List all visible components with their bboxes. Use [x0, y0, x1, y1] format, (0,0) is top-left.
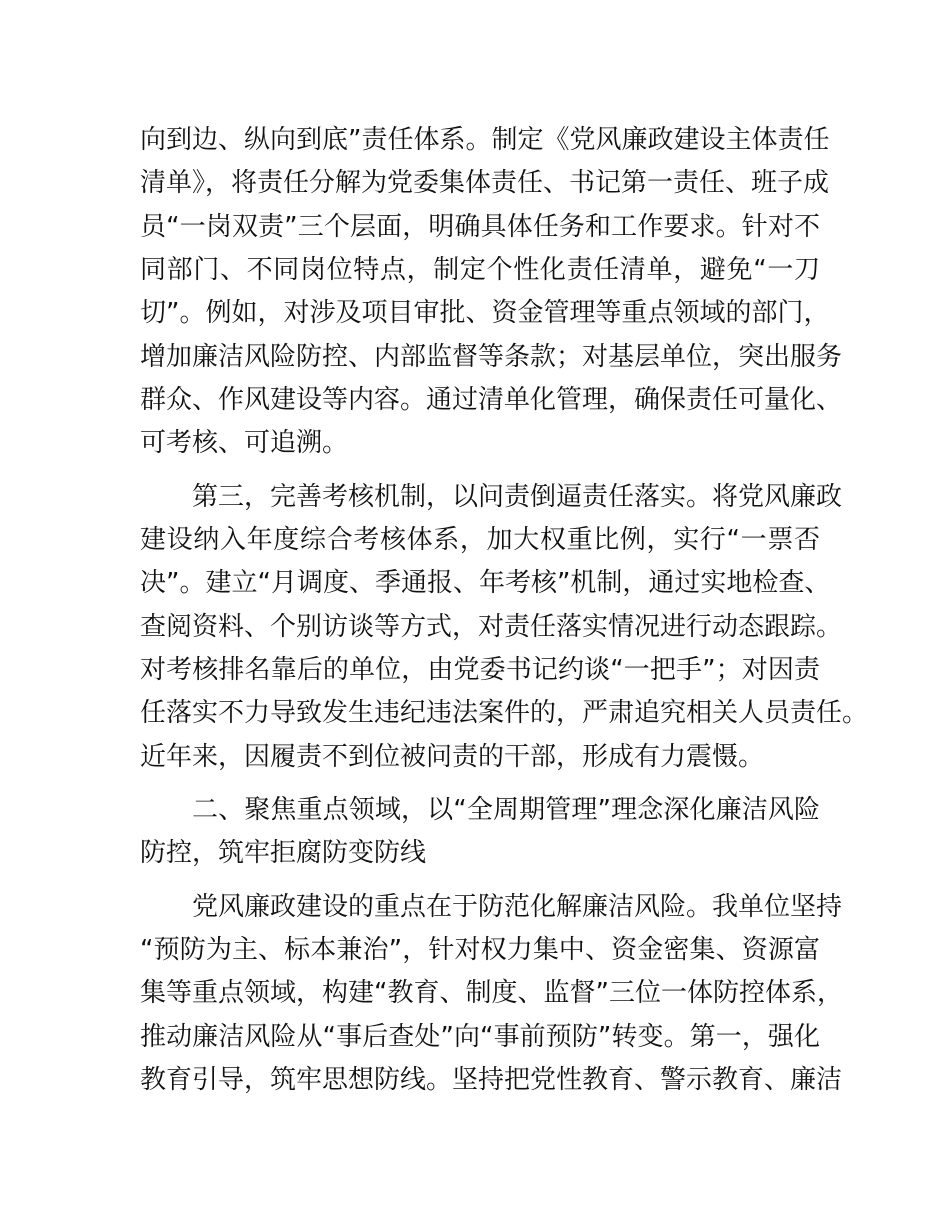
- text-line: 近年来，因履责不到位被问责的干部，形成有力震慑。: [140, 742, 765, 772]
- text-line: 查阅资料、个别访谈等方式，对责任落实情况进行动态跟踪。: [140, 612, 843, 642]
- text-line: 同部门、不同岗位特点，制定个性化责任清单，避免“一刀: [140, 255, 820, 285]
- text-line: 党风廉政建设的重点在于防范化解廉洁风险。我单位坚持: [192, 892, 843, 922]
- text-line: 对考核排名靠后的单位，由党委书记约谈“一把手”；对因责: [140, 655, 820, 685]
- text-line: 决”。建立“月调度、季通报、年考核”机制，通过实地检查、: [140, 568, 831, 598]
- section-heading: 二、聚焦重点领域，以“全周期管理”理念深化廉洁风险: [192, 795, 820, 825]
- section-heading: 防控，筑牢拒腐防变防线: [140, 838, 427, 868]
- text-line: 员“一岗双责”三个层面，明确具体任务和工作要求。针对不: [140, 212, 820, 242]
- text-line: 增加廉洁风险防控、内部监督等条款；对基层单位，突出服务: [140, 342, 843, 372]
- text-line: 向到边、纵向到底”责任体系。制定《党风廉政建设主体责任: [140, 125, 830, 155]
- text-line: 清单》，将责任分解为党委集体责任、书记第一责任、班子成: [140, 168, 830, 198]
- text-line: 教育引导，筑牢思想防线。坚持把党性教育、警示教育、廉洁: [140, 1065, 843, 1095]
- text-line: 推动廉洁风险从“事后查处”向“事前预防”转变。第一，强化: [140, 1022, 820, 1052]
- text-line: 切”。例如，对涉及项目审批、资金管理等重点领域的部门，: [140, 298, 830, 328]
- text-line: 可考核、可追溯。: [140, 428, 349, 458]
- text-line: “预防为主、标本兼治”，针对权力集中、资金密集、资源富: [140, 935, 820, 965]
- text-line: 建设纳入年度综合考核体系，加大权重比例，实行“一票否: [140, 525, 820, 555]
- text-line: 任落实不力导致发生违纪违法案件的，严肃追究相关人员责任。: [140, 698, 869, 728]
- text-line: 第三，完善考核机制，以问责倒逼责任落实。将党风廉政: [192, 482, 843, 512]
- text-line: 集等重点领域，构建“教育、制度、监督”三位一体防控体系，: [140, 978, 843, 1008]
- text-line: 群众、作风建设等内容。通过清单化管理，确保责任可量化、: [140, 385, 843, 415]
